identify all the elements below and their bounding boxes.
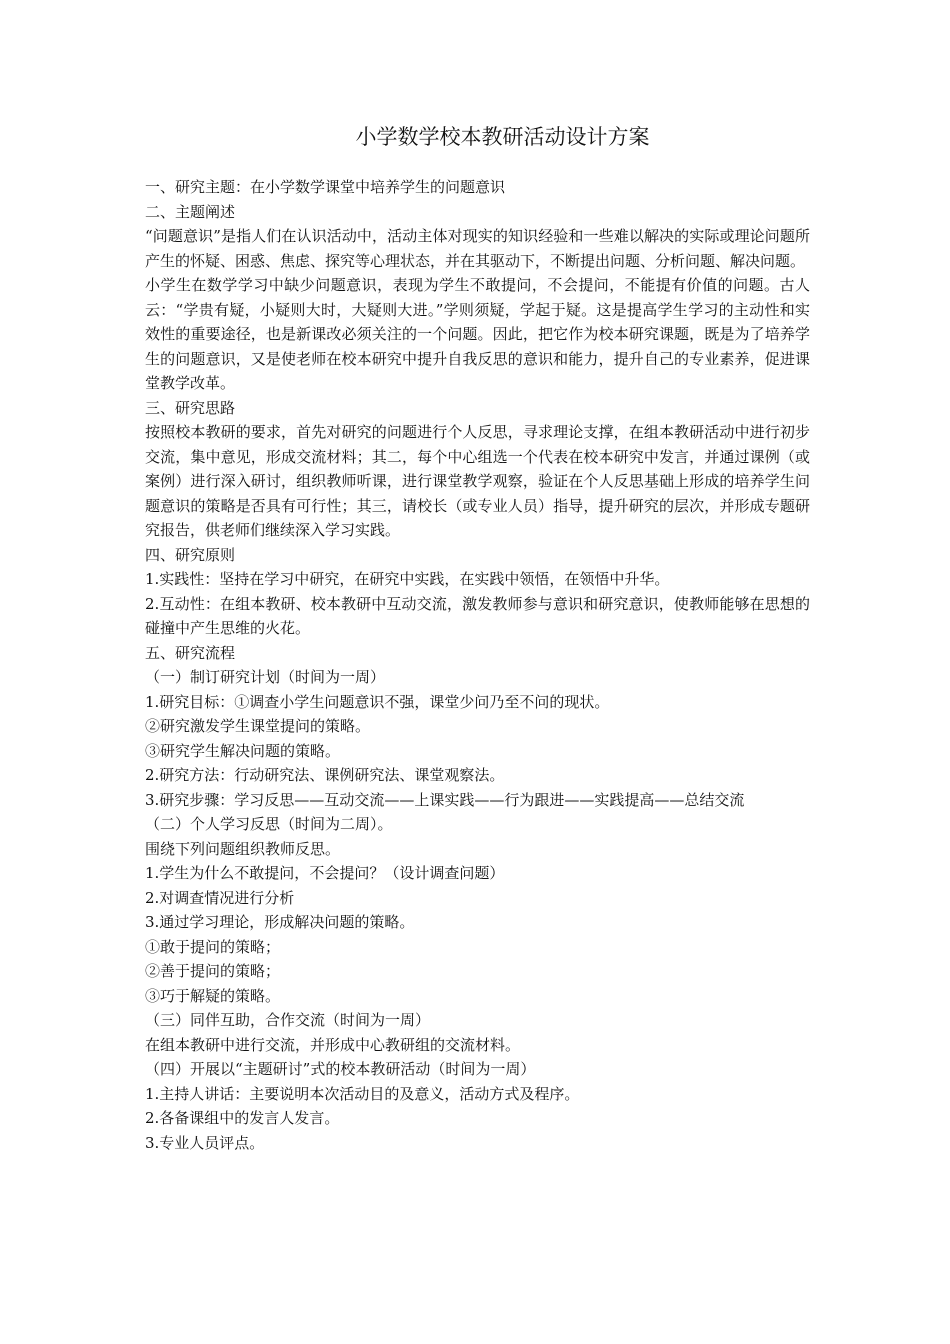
paragraph: 在组本教研中进行交流，并形成中心教研组的交流材料。: [145, 1035, 521, 1054]
list-item: ②善于提问的策略；: [145, 962, 281, 980]
list-item: 2.对调查情况进行分析: [145, 888, 295, 907]
list-item: 1.主持人讲话：主要说明本次活动目的及意义，活动方式及程序。: [145, 1084, 580, 1103]
document-body: [145, 175, 810, 1155]
list-item: 1.学生为什么不敢提问，不会提问？（设计调查问题）: [145, 864, 505, 882]
section-heading: 二、主题阐述: [145, 202, 236, 221]
section-heading: 四、研究原则: [145, 545, 236, 564]
list-item: 3.研究步骤：学习反思——互动交流——上课实践——行为跟进——实践提高——总结交流: [145, 790, 745, 809]
list-item: 2.研究方法：行动研究法、课例研究法、课堂观察法。: [145, 766, 505, 784]
paragraph: 按照校本教研的要求，首先对研究的问题进行个人反思，寻求理论支撑，在组本教研活动中进行初步交流，集中意见，形成交流材料；其二，每个中心组选一个代表在校本研究中发言，并通过课例（或案例）进行深入研讨，组织教师听课，进行课堂教学观察，验证在个人反思基础上形成的培养学生问题意识的策略是否具有可行性；其三，请校长（或专业人员）指导，提升研究的层次，并形成专题研究报告，供老师们继续深入学习实践。: [145, 423, 810, 539]
subsection-heading: （一）制订研究计划（时间为一周）: [145, 668, 386, 686]
paragraph: 小学生在数学学习中缺少问题意识，表现为学生不敢提问，不会提问，不能提有价值的问题。古人云：“学贵有疑，小疑则大时，大疑则大进。”学则须疑，学起于疑。这是提高学生学习的主动性和实效性的重要途径，也是新课改必须关注的一个问题。因此，把它作为校本研究课题，既是为了培养学生的问题意识，又是使老师在校本研究中提升自我反思的意识和能力，提升自己的专业素养，促进课堂教学改革。: [145, 276, 810, 392]
list-item: 2.互动性：在组本教研、校本教研中互动交流，激发教师参与意识和研究意识，使教师能够在思想的碰撞中产生思维的火花。: [145, 594, 810, 637]
list-item: 2.各备课组中的发言人发言。: [145, 1109, 340, 1127]
document-title: 小学数学校本教研活动设计方案: [355, 125, 650, 149]
list-item: ③研究学生解决问题的策略。: [145, 741, 341, 760]
list-item: ①敢于提问的策略；: [145, 937, 281, 956]
subsection-heading: （四）开展以“主题研讨”式的校本教研活动（时间为一周）: [145, 1060, 536, 1078]
list-item: ②研究激发学生课堂提问的策略。: [145, 717, 371, 735]
paragraph: “问题意识”是指人们在认识活动中，活动主体对现实的知识经验和一些难以解决的实际或理论问题所产生的怀疑、困惑、焦虑、探究等心理状态，并在其驱动下，不断提出问题、分析问题、解决问题。: [145, 227, 810, 270]
subsection-heading: （三）同伴互助，合作交流（时间为一周）: [145, 1011, 431, 1029]
section-heading: 三、研究思路: [145, 398, 236, 417]
paragraph: 围绕下列问题组织教师反思。: [145, 839, 341, 858]
list-item: ③巧于解疑的策略。: [145, 986, 281, 1005]
list-item: 3.通过学习理论，形成解决问题的策略。: [145, 913, 415, 931]
list-item: 1.实践性：坚持在学习中研究，在研究中实践，在实践中领悟，在领悟中升华。: [145, 570, 670, 588]
section-heading: 五、研究流程: [145, 643, 236, 662]
list-item: 1.研究目标：①调查小学生问题意识不强，课堂少问乃至不问的现状。: [145, 692, 610, 711]
section-heading: 一、研究主题：在小学数学课堂中培养学生的问题意识: [145, 178, 506, 196]
subsection-heading: （二）个人学习反思（时间为二周）。: [145, 815, 393, 833]
list-item: 3.专业人员评点。: [145, 1133, 265, 1152]
